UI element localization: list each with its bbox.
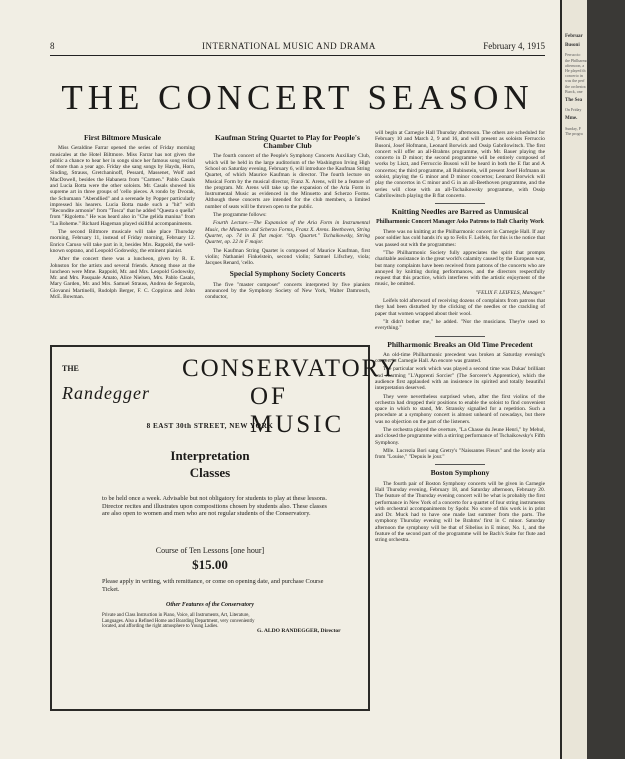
- edge-text: was the perf: [565, 78, 585, 84]
- edge-text: The Sea: [565, 98, 583, 104]
- article-paragraph: "It didn't bother me," he added. "Nor the musicians. They're used to everything.": [375, 318, 545, 332]
- article-paragraph: The programme follows:: [213, 212, 267, 219]
- publication-name: INTERNATIONAL MUSIC AND DRAMA: [202, 41, 376, 51]
- article-paragraph: Mlle. Lucrezia Bori sang Gretry's "Naissantes Fleurs" and the lovely aria from "Louise," "Depuis le jour.": [375, 447, 545, 461]
- ad-features-text: Private and Class Instruction in Piano, Voice, all Instruments, Art, Literature, Languages. Also a Refined Home and Boarding Department, very conveniently located, and affording the right atmosphere to Young Ladies.: [102, 613, 255, 630]
- ad-interp-line1: Interpretation: [170, 448, 250, 463]
- conservatory-advertisement: [50, 345, 399, 711]
- divider: [435, 203, 485, 204]
- ad-other-features: Other Features of the Conservatory: [165, 602, 254, 608]
- column-2: [205, 130, 370, 303]
- article-paragraph: The orchestra played the overture, "La Chasse du Jeune Henri," by Mehul, and closed the programme with a stirring performance of Tschaikowsky's Fifth Symphony.: [375, 426, 545, 446]
- edge-text: Sunday, F: [565, 125, 581, 131]
- article-paragraph: Fourth Lecture.—The Expansion of the Aria Form in Instrumental Music, the Minuetto and Scherzo Forms, Franz X. Arens. Beethoven, String Quartet, op. 74 in E flat major. "Op. Quartet." Tschaikowsky, String Quartet, op. 22 in F major.: [205, 220, 370, 246]
- ad-interpretation-classes: [52, 447, 368, 481]
- edge-text: the Philharmo: [565, 57, 588, 63]
- issue-date: February 4, 1915: [483, 41, 545, 51]
- ad-director: G. ALDO RANDEGGER, Director: [257, 628, 341, 634]
- ad-the: THE: [62, 364, 79, 373]
- edge-text: Busoni: [565, 43, 580, 49]
- page-number: 8: [50, 41, 55, 51]
- article-paragraph: After the concert there was a luncheon, given by R. E. Johnston for the artists and several friends. Among those at the luncheon were Mme. Rappold, Mr. and Mrs. Leopold Godowsky, Mr. and Mrs. Pasquale Amato, Alice Nielsen, Mrs. Pablo Casals, Mary Garden, Mr. and Mrs. Samuel Strauss, Andrea de Segurola, Giovanni Martinelli, Rudolph Berger, F. C. Coppicus and John McE. Bowman.: [50, 256, 195, 301]
- edge-text: concerto in: [565, 73, 583, 79]
- article-paragraph: Miss Geraldine Farrar opened the series of Friday morning musicales at the Hotel Biltmore. Miss Farrar has not given the public a chance to hear her in songs since her famous song recital of more than a year ago. Friday she sang songs by Haydn, Horn, Sinding, Strauss, Gretchaninoff, Pessard, Massenet, Wolf and MacDowell, besides the Habanera from "Carmen." Pablo Casals and Lucia Botta were the other soloists. Mr. Casals showed his supreme art in three groups of 'cello pieces. A rondo by Dvorak, the Schumann "Abendlied" and a serenade by Popper particularly impressed his hearers. Lucia Botta made such a "hit" with "Recondite armonie" from "Tosca" that he added "Questa o quella" from "Rigoletto." He was heard also in "Che gelida manina" from "La Boheme." Richard Hageman played skillful accompaniments.: [50, 145, 195, 227]
- edge-text: The progra: [565, 130, 583, 136]
- article-paragraph: will begin at Carnegie Hall Thursday afternoon. The others are scheduled for February 10 and March 2, 9 and 16, and will present as soloists Ferruccio Busoni, Josef Hofmann, Leonard Borwick and Ossip Gabrilowitsch. The first concert will offer an all-Brahms programme, with Mr. Bauer playing the concerto in D minor; the second programme will be entirely composed of works by Liszt, and Ferruccio Busoni will be heard in both the E flat and A concertos; the third programme, all Rubinstein, will present Josef Hofmann as soloist, playing the G minor and D minor concertos; Leonard Borwick will play the concertos in C minor and G in an all-Beethoven programme, and the series will close with an all-Tschaikowsky programme, with Ossip Gabrilowitsch playing the B flat concerto.: [375, 130, 545, 199]
- column-1: [50, 130, 195, 302]
- article-heading: Special Symphony Society Concerts: [229, 269, 346, 279]
- ad-of-music: OF MUSIC: [250, 383, 345, 438]
- ad-address: 8 EAST 30th STREET, NEW YORK: [146, 422, 274, 430]
- edge-text: afternoon, a: [565, 62, 585, 68]
- edge-text: On Friday: [565, 107, 582, 113]
- article-paragraph: The Kaufman String Quartet is composed of Maurice Kaufman, first violin; Nathaniel Finkelstein, second violin; Samuel Lifschey, viola; Jacques Renard, 'cello.: [205, 247, 370, 267]
- ad-apply-text: Please apply in writing, with remittance, or come on opening date, and purchase Course Ticket.: [102, 578, 324, 593]
- divider: [435, 336, 485, 337]
- page-header: [50, 41, 545, 53]
- article-paragraph: There was no knitting at the Philharmonic concert in Carnegie Hall. If any poor soldier has cold hands it's up to Felix F. Leifels, for this is the notice that was passed out with the programmes:: [375, 229, 545, 248]
- ad-price: $15.00: [192, 557, 228, 572]
- article-paragraph: An old-time Philharmonic precedent was broken at Saturday evening's concert in Carnegie Hall. An encore was granted.: [375, 351, 545, 365]
- edge-text: He played th: [565, 68, 586, 74]
- edge-text: Ferruccio: [565, 52, 581, 58]
- edge-text: the orchestra: [565, 83, 586, 89]
- article-paragraph: Leifels told afterward of receiving dozens of complaints from patrons that they had been disturbed by the clicking of the needles or the crackling of paper that women wrapped about their wool.: [375, 298, 545, 317]
- edge-text: Mme.: [565, 116, 578, 122]
- article-heading: First Biltmore Musicale: [83, 133, 162, 142]
- column-3: [375, 130, 545, 546]
- article-heading: Kaufman String Quartet to Play for People's Chamber Club: [215, 133, 360, 151]
- article-paragraph: The particular work which was played a second time was Dukas' brilliant and charming "L'Apprenti Sorcier" (The Sorcerer's Apprentice), which the audience first applauded with an insistence its spirited and totally beautiful interpretation deserved.: [375, 366, 545, 392]
- divider: [435, 464, 485, 465]
- adjacent-page-text: [565, 30, 625, 136]
- adjacent-page-edge: [560, 0, 587, 759]
- article-subheading: Philharmonic Concert Manager Asks Patrons to Halt Charity Work: [376, 219, 544, 226]
- header-rule: [50, 55, 545, 56]
- page-title: THE CONCERT SEASON: [61, 78, 534, 117]
- ad-body-text: to be held once a week. Advisable but not obligatory for students to play at these lessons. Director recites and illustrates upon compositions chosen by students also. These classes are also open to women and men who are not regular students of the Conservatory.: [102, 495, 327, 518]
- ad-conservatory: CONSERVATORY: [182, 355, 399, 382]
- article-paragraph: The second Biltmore musicale will take place Thursday morning, February 11, instead of Friday morning, February 12. Enrico Caruso will take part in it, besides Mrs. Rappold, the well-known soprano, and Leopold Godowsky, the eminent pianist.: [50, 229, 195, 254]
- signature: "FELIX F. LEIFELS, Manager.": [475, 289, 545, 296]
- article-paragraph: "The Philharmonic Society fully appreciates the spirit that prompts charitable assistance in the great world's calamity caused by the European war, but many complaints have been received from patrons of the concerts who are annoyed by knitting during performances, and the directors respectfully request that this practice, which interferes with the artistic enjoyment of the music, be omitted.: [375, 249, 545, 288]
- ad-interp-line2: Classes: [189, 465, 231, 480]
- article-heading: Knitting Needles are Barred as Unmusical: [391, 207, 529, 217]
- edge-text: Februar: [565, 34, 583, 39]
- article-paragraph: They were nevertheless surprised when, after the first violins of the orchestra had dropped their positions to enable the soloist to find convenient space in which to stand, Mr. Stransky signalled for a repetition. Such a procedure at a symphony concert is almost unheard of nowadays, but there was no objection on the part of the listeners.: [375, 393, 545, 425]
- edge-text: Burck, one: [565, 88, 583, 94]
- article-heading: Philharmonic Breaks an Old Time Precedent: [387, 339, 533, 349]
- ad-script-logo: Randegger: [62, 383, 150, 403]
- article-paragraph: The fourth concert of the People's Symphony Concerts Auxiliary Club, which will be held in the large auditorium of the Washington Irving High School on Saturday evening, February 6, will introduce the Kaufman String Quartet, of which Maurice Kaufman is director. The fourth lecture on Musical Form by the musical director, Franz X. Arens, will be a feature of the program. Mr. Arens will take up the expansion of the Aria Form in Instrumental Music as evidenced in the Minuetto and Scherzo Forms. Although these concerts are intended for the club members, a limited number of seats will be thrown open to the public.: [205, 153, 370, 210]
- ad-course: Course of Ten Lessons [one hour]: [155, 546, 265, 555]
- article-heading: Boston Symphony: [430, 468, 490, 478]
- article-paragraph: The five "master composer" concerts interpreted by five pianists announced by the Symphony Society of New York, Walter Damrosch, conductor,: [205, 281, 370, 301]
- article-paragraph: The fourth pair of Boston Symphony concerts will be given in Carnegie Hall Thursday evening, February 18, and Saturday afternoon, February 20. The feature of the Thursday evening concert will be what is probably the first performance in New York of a concerto for a quartet of four string instruments with orchestral accompaniments by Spohr. No score of this work is in print and Dr. Muck had to have one made last summer from the parts. The symphony Thursday evening will be Brahms' first in C minor. Saturday afternoon the symphony will be that of Sibelius in E minor, No. 1, and the feature of the second part of the programme will be Bach's Suite for flute and string orchestra.: [375, 480, 545, 544]
